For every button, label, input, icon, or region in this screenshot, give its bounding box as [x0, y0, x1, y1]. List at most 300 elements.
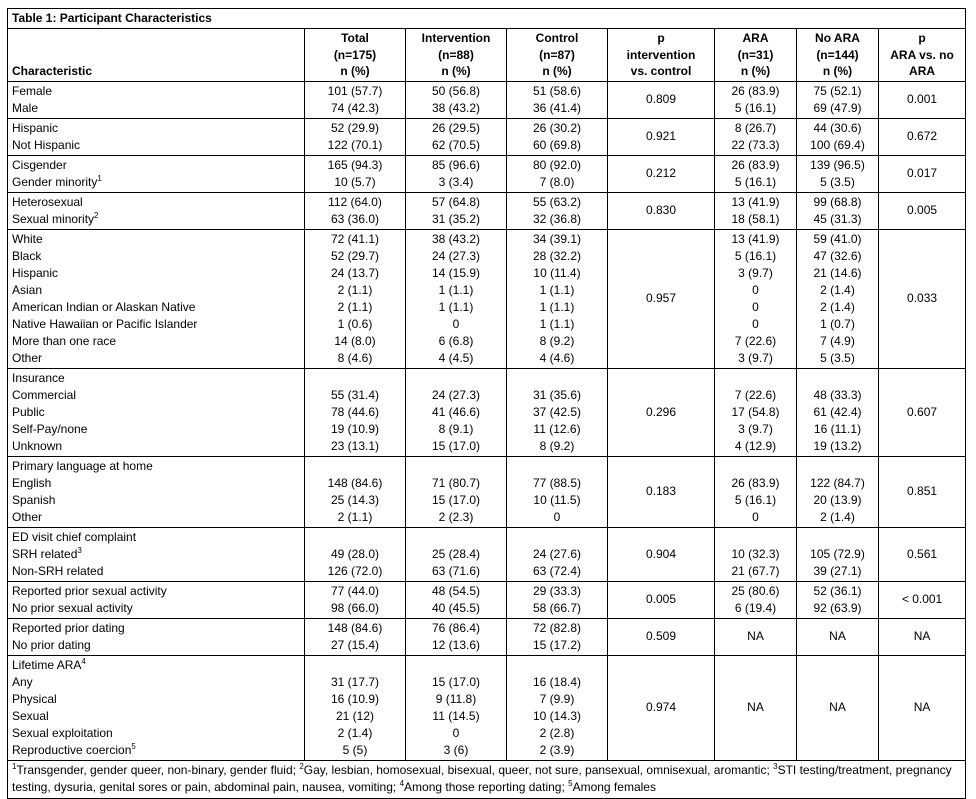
p-ara-vs-no-ara: 0.607: [879, 368, 966, 456]
characteristic-label: [12, 157, 300, 174]
control-cell: [507, 581, 608, 618]
total-value: 148 (84.6): [327, 475, 383, 490]
noara-value: 47 (32.6): [813, 248, 862, 263]
noara-cell: [797, 368, 879, 456]
total-value: 2 (1.1): [337, 509, 373, 524]
characteristic-text: Asian: [12, 282, 43, 297]
noara-cell: [797, 118, 879, 155]
noara-value: 1 (0.7): [820, 316, 855, 331]
intervention-value: 15 (17.0): [431, 438, 481, 453]
control-value: 2 (3.9): [539, 742, 575, 757]
characteristic-text: ED visit chief complaint: [12, 529, 137, 544]
intervention-value: 4 (4.5): [438, 350, 474, 365]
total-cell: [305, 655, 406, 760]
noara-value: 19 (13.2): [813, 438, 862, 453]
total-value: 98 (66.0): [330, 600, 380, 615]
intervention-value: 63 (71.6): [431, 563, 481, 578]
characteristic-label: [12, 421, 300, 438]
intervention-value: [410, 529, 502, 546]
column-header-line: Total: [341, 31, 369, 45]
characteristic-text: SRH related: [12, 546, 78, 561]
table-row: [8, 456, 966, 527]
noara-value: 5 (3.5): [820, 174, 855, 189]
table-row: [8, 155, 966, 192]
control-cell: [507, 229, 608, 368]
characteristic-text: Primary language at home: [12, 458, 153, 473]
total-cell: [305, 155, 406, 192]
total-cell: [305, 81, 406, 118]
noara-value: [801, 458, 874, 475]
total-value: 165 (94.3): [327, 157, 383, 172]
characteristic-cell: [8, 229, 305, 368]
characteristic-label: [12, 674, 300, 691]
control-value: [511, 657, 603, 674]
column-header-line: (n=175): [333, 47, 377, 62]
intervention-value: 85 (96.6): [431, 157, 481, 172]
total-value: 74 (42.3): [330, 100, 380, 115]
footnote-marker: 3: [77, 545, 82, 555]
characteristic-label: [12, 316, 300, 333]
intervention-value: 38 (43.2): [431, 100, 481, 115]
total-value: 19 (10.9): [330, 421, 380, 436]
ara-value: 17 (54.8): [731, 404, 780, 419]
column-header-line: No ARA: [815, 31, 860, 45]
p-ara-vs-no-ara: 0.017: [879, 155, 966, 192]
noara-value: 44 (30.6): [813, 120, 862, 135]
characteristic-text: Heterosexual: [12, 194, 83, 209]
intervention-cell: [406, 81, 507, 118]
p-ara-vs-no-ara: 0.851: [879, 456, 966, 527]
characteristic-text: Physical: [12, 691, 57, 706]
characteristic-text: Public: [12, 404, 45, 419]
ara-value: [719, 458, 792, 475]
characteristic-text: Not Hispanic: [12, 137, 81, 152]
characteristic-cell: [8, 527, 305, 581]
table-row: [8, 581, 966, 618]
noara-value: 92 (63.9): [813, 600, 862, 615]
control-value: 1 (1.1): [539, 299, 575, 314]
total-value: 14 (8.0): [334, 333, 376, 348]
ara-cell: [715, 81, 797, 118]
table-body: [8, 9, 966, 799]
intervention-value: 31 (35.2): [431, 211, 481, 226]
characteristic-label: [12, 282, 300, 299]
noara-cell: [797, 81, 879, 118]
column-header-line: (n=31): [737, 47, 774, 62]
characteristic-text: Other: [12, 509, 43, 524]
characteristic-text: Cisgender: [12, 157, 67, 172]
characteristic-cell: [8, 155, 305, 192]
characteristic-label: [12, 637, 300, 654]
control-value: 16 (18.4): [532, 674, 582, 689]
control-value: 10 (14.3): [532, 708, 582, 723]
footnote-item: Transgender, gender queer, non-binary, gender fluid;: [16, 762, 300, 777]
p-ara-vs-no-ara: 0.561: [879, 527, 966, 581]
characteristic-text: Self-Pay/none: [12, 421, 88, 436]
noara-value: 2 (1.4): [820, 509, 855, 524]
characteristic-cell: [8, 118, 305, 155]
total-value: 55 (31.4): [330, 387, 380, 402]
noara-value: 20 (13.9): [813, 492, 862, 507]
characteristic-label: [12, 248, 300, 265]
total-value: 5 (5): [342, 742, 368, 757]
characteristic-text: Hispanic: [12, 120, 59, 135]
total-cell: [305, 527, 406, 581]
characteristic-label: [12, 742, 300, 759]
noara-value: [801, 370, 874, 387]
intervention-value: [410, 458, 502, 475]
total-value: 2 (1.1): [337, 299, 373, 314]
total-value: 126 (72.0): [327, 563, 383, 578]
intervention-value: 24 (27.3): [431, 248, 481, 263]
ara-value: 26 (83.9): [731, 83, 780, 98]
characteristic-text: English: [12, 475, 52, 490]
intervention-value: 76 (86.4): [431, 620, 481, 635]
control-cell: [507, 368, 608, 456]
footnote-marker: 1: [97, 173, 102, 183]
control-cell: [507, 527, 608, 581]
intervention-value: 11 (14.5): [432, 708, 480, 723]
intervention-value: 15 (17.0): [431, 674, 481, 689]
characteristic-label: [12, 333, 300, 350]
characteristic-text: Spanish: [12, 492, 56, 507]
control-value: 1 (1.1): [539, 282, 575, 297]
intervention-value: [410, 657, 502, 674]
column-header-line: n (%): [740, 64, 771, 78]
noara-value: 105 (72.9): [810, 546, 865, 561]
column-header-line: n (%): [822, 64, 853, 78]
characteristic-text: Female: [12, 83, 53, 98]
ara-value: 5 (16.1): [734, 174, 777, 189]
total-value: [309, 657, 401, 674]
control-cell: [507, 655, 608, 760]
ara-value: 13 (41.9): [731, 194, 780, 209]
total-cell: [305, 192, 406, 229]
characteristic-label: [12, 174, 300, 191]
total-value: 122 (70.1): [327, 137, 383, 152]
noara-value: 45 (31.3): [813, 211, 862, 226]
noara-value: 2 (1.4): [820, 299, 855, 314]
column-header-line: p: [918, 31, 926, 45]
intervention-value: 3 (6): [443, 742, 469, 757]
total-value: 52 (29.7): [330, 248, 380, 263]
column-header-line: (n=144): [816, 47, 859, 62]
control-cell: [507, 155, 608, 192]
noara-value: 75 (52.1): [813, 83, 862, 98]
characteristic-text: Insurance: [12, 370, 65, 385]
characteristic-text: Sexual: [12, 708, 49, 723]
characteristic-label: [12, 725, 300, 742]
noara-cell: [797, 155, 879, 192]
characteristic-cell: [8, 192, 305, 229]
p-intervention-vs-control: 0.809: [608, 81, 715, 118]
ara-cell: [715, 118, 797, 155]
characteristic-label: [12, 492, 300, 509]
intervention-value: 57 (64.8): [431, 194, 481, 209]
characteristic-label: [12, 529, 300, 546]
intervention-value: [410, 370, 502, 387]
intervention-cell: [406, 527, 507, 581]
ara-value: 3 (9.7): [738, 350, 773, 365]
characteristic-text: Lifetime ARA: [12, 657, 82, 672]
control-value: 8 (9.2): [539, 333, 575, 348]
intervention-cell: [406, 368, 507, 456]
total-value: [309, 529, 401, 546]
intervention-value: 15 (17.0): [431, 492, 481, 507]
total-value: 10 (5.7): [334, 174, 376, 189]
ara-cell: [715, 581, 797, 618]
control-cell: [507, 456, 608, 527]
intervention-value: 40 (45.5): [431, 600, 481, 615]
characteristic-text: Native Hawaiian or Pacific Islander: [12, 316, 198, 331]
title-row: [8, 9, 966, 29]
ara-value: 0: [752, 299, 759, 314]
p-intervention-vs-control: 0.005: [608, 581, 715, 618]
ara-value: 0: [752, 316, 759, 331]
characteristic-text: Black: [12, 248, 42, 263]
ara-value: 3 (9.7): [738, 265, 773, 280]
ara-value: [719, 370, 792, 387]
characteristic-label: [12, 708, 300, 725]
intervention-value: 8 (9.1): [438, 421, 474, 436]
control-cell: [507, 618, 608, 655]
footnote-marker: 4: [81, 656, 86, 666]
column-header: [406, 29, 507, 82]
characteristic-text: More than one race: [12, 333, 117, 348]
table-row: [8, 229, 966, 368]
total-cell: [305, 229, 406, 368]
characteristic-text: Sexual minority: [12, 211, 95, 226]
total-value: 77 (44.0): [330, 583, 380, 598]
ara-cell: [715, 155, 797, 192]
total-value: [309, 458, 401, 475]
table-row: [8, 655, 966, 760]
column-header-line: p: [657, 31, 665, 45]
column-header: [305, 29, 406, 82]
characteristic-label: [12, 370, 300, 387]
characteristic-text: Gender minority: [12, 174, 98, 189]
characteristic-text: Commercial: [12, 387, 77, 402]
characteristic-text: No prior dating: [12, 637, 91, 652]
column-header: [797, 29, 879, 82]
control-cell: [507, 192, 608, 229]
ara-value: 25 (80.6): [731, 583, 780, 598]
p-ara-vs-no-ara: < 0.001: [879, 581, 966, 618]
noara-cell: NA: [797, 618, 879, 655]
footnote-marker: 4: [399, 778, 405, 788]
p-intervention-vs-control: 0.957: [608, 229, 715, 368]
p-intervention-vs-control: 0.974: [608, 655, 715, 760]
control-value: 24 (27.6): [532, 546, 582, 561]
p-intervention-vs-control: 0.296: [608, 368, 715, 456]
ara-value: 5 (16.1): [734, 100, 777, 115]
characteristic-text: Reported prior sexual activity: [12, 583, 167, 598]
characteristic-text: White: [12, 231, 43, 246]
p-intervention-vs-control: 0.830: [608, 192, 715, 229]
ara-cell: [715, 229, 797, 368]
characteristic-label: [12, 583, 300, 600]
characteristic-label: [12, 100, 300, 117]
intervention-cell: [406, 456, 507, 527]
ara-value: 5 (16.1): [734, 248, 777, 263]
intervention-value: 14 (15.9): [431, 265, 481, 280]
characteristic-label: [12, 438, 300, 455]
intervention-cell: [406, 655, 507, 760]
p-ara-vs-no-ara: NA: [879, 655, 966, 760]
intervention-value: 71 (80.7): [431, 475, 481, 490]
column-header-line: vs. control: [630, 64, 692, 78]
total-cell: [305, 581, 406, 618]
control-value: 2 (2.8): [539, 725, 575, 740]
ara-cell: NA: [715, 618, 797, 655]
noara-value: 7 (4.9): [820, 333, 855, 348]
control-value: [511, 529, 603, 546]
column-header-line: ARA: [909, 64, 936, 78]
characteristic-label: [12, 546, 300, 563]
intervention-value: 48 (54.5): [431, 583, 481, 598]
footnote-item: STI testing/treatment, pregnancy testing, dysuria, genital sores or pain, abdominal pain, nausea, vomiting;: [12, 762, 952, 794]
total-value: 24 (13.7): [330, 265, 380, 280]
ara-value: 13 (41.9): [731, 231, 780, 246]
control-value: 0: [553, 509, 561, 524]
total-cell: [305, 618, 406, 655]
p-intervention-vs-control: 0.183: [608, 456, 715, 527]
intervention-value: 3 (3.4): [438, 174, 474, 189]
column-header: [715, 29, 797, 82]
intervention-value: 9 (11.8): [435, 691, 477, 706]
characteristic-text: Unknown: [12, 438, 63, 453]
control-value: 72 (82.8): [532, 620, 582, 635]
column-header-line: ARA vs. no: [890, 47, 954, 62]
total-value: 16 (10.9): [330, 691, 380, 706]
ara-cell: [715, 368, 797, 456]
intervention-value: 6 (6.8): [438, 333, 474, 348]
p-ara-vs-no-ara: 0.005: [879, 192, 966, 229]
ara-value: 10 (32.3): [731, 546, 780, 561]
intervention-cell: [406, 618, 507, 655]
ara-value: 8 (26.7): [734, 120, 777, 135]
control-value: 77 (88.5): [532, 475, 582, 490]
intervention-cell: [406, 155, 507, 192]
control-value: 29 (33.3): [532, 583, 582, 598]
control-value: 10 (11.5): [533, 492, 581, 507]
footnote-marker: 3: [773, 761, 778, 771]
table-row: [8, 192, 966, 229]
noara-cell: [797, 581, 879, 618]
control-value: [511, 458, 603, 475]
noara-value: 52 (36.1): [813, 583, 862, 598]
characteristic-text: American Indian or Alaskan Native: [12, 299, 196, 314]
intervention-value: 25 (28.4): [431, 546, 481, 561]
ara-value: 6 (19.4): [734, 600, 777, 615]
characteristic-label: [12, 563, 300, 580]
noara-value: 21 (14.6): [813, 265, 862, 280]
characteristic-label: [12, 231, 300, 248]
table-row: [8, 527, 966, 581]
participant-characteristics-table: [7, 8, 966, 799]
column-header-line: Characteristic: [12, 64, 93, 78]
noara-value: 61 (42.4): [813, 404, 862, 419]
intervention-cell: [406, 229, 507, 368]
ara-value: 7 (22.6): [734, 387, 777, 402]
noara-value: [801, 529, 874, 546]
intervention-cell: [406, 581, 507, 618]
footnote-marker: 5: [131, 741, 136, 751]
total-value: 78 (44.6): [330, 404, 380, 419]
noara-value: 48 (33.3): [813, 387, 862, 402]
noara-cell: [797, 527, 879, 581]
ara-value: 0: [752, 509, 759, 524]
intervention-value: 0: [452, 725, 460, 740]
characteristic-text: Reproductive coercion: [12, 742, 132, 757]
control-value: 11 (12.6): [533, 421, 581, 436]
characteristic-cell: [8, 655, 305, 760]
characteristic-text: No prior sexual activity: [12, 600, 133, 615]
column-header-line: (n=87): [539, 47, 575, 62]
footnote-marker: 2: [94, 210, 99, 220]
characteristic-label: [12, 265, 300, 282]
ara-value: 7 (22.6): [734, 333, 777, 348]
noara-cell: NA: [797, 655, 879, 760]
characteristic-label: [12, 137, 300, 154]
characteristic-label: [12, 404, 300, 421]
ara-value: 0: [752, 282, 759, 297]
characteristic-label: [12, 120, 300, 137]
control-value: [511, 370, 603, 387]
column-header-line: intervention: [626, 47, 696, 62]
footnote-item: Among those reporting dating;: [404, 779, 569, 794]
intervention-value: 38 (43.2): [431, 231, 481, 246]
noara-value: 69 (47.9): [813, 100, 862, 115]
intervention-value: 0: [452, 316, 460, 331]
characteristic-cell: [8, 618, 305, 655]
footnote-marker: 5: [568, 778, 573, 788]
total-value: 63 (36.0): [330, 211, 380, 226]
ara-value: 18 (58.1): [731, 211, 780, 226]
total-value: 31 (17.7): [330, 674, 380, 689]
noara-cell: [797, 229, 879, 368]
characteristic-cell: [8, 581, 305, 618]
control-value: 58 (66.7): [532, 600, 582, 615]
ara-value: 22 (73.3): [731, 137, 780, 152]
ara-value: 4 (12.9): [734, 438, 777, 453]
characteristic-text: Any: [12, 674, 33, 689]
total-value: 2 (1.4): [337, 725, 373, 740]
characteristic-label: [12, 458, 300, 475]
total-value: 52 (29.9): [330, 120, 380, 135]
noara-value: 139 (96.5): [810, 157, 865, 172]
footnote-marker: 1: [12, 761, 17, 771]
characteristic-label: [12, 350, 300, 367]
noara-value: 5 (3.5): [820, 350, 855, 365]
noara-value: 2 (1.4): [820, 282, 855, 297]
characteristic-text: Reported prior dating: [12, 620, 125, 635]
ara-cell: [715, 527, 797, 581]
ara-value: 5 (16.1): [734, 492, 777, 507]
characteristic-label: [12, 211, 300, 228]
characteristic-cell: [8, 456, 305, 527]
p-ara-vs-no-ara: 0.672: [879, 118, 966, 155]
control-value: 7 (9.9): [539, 691, 575, 706]
total-value: 72 (41.1): [330, 231, 380, 246]
control-value: 63 (72.4): [532, 563, 582, 578]
characteristic-label: [12, 475, 300, 492]
ara-value: [719, 529, 792, 546]
total-value: [309, 370, 401, 387]
table-container: [7, 8, 965, 799]
intervention-cell: [406, 118, 507, 155]
ara-value: 21 (67.7): [731, 563, 780, 578]
